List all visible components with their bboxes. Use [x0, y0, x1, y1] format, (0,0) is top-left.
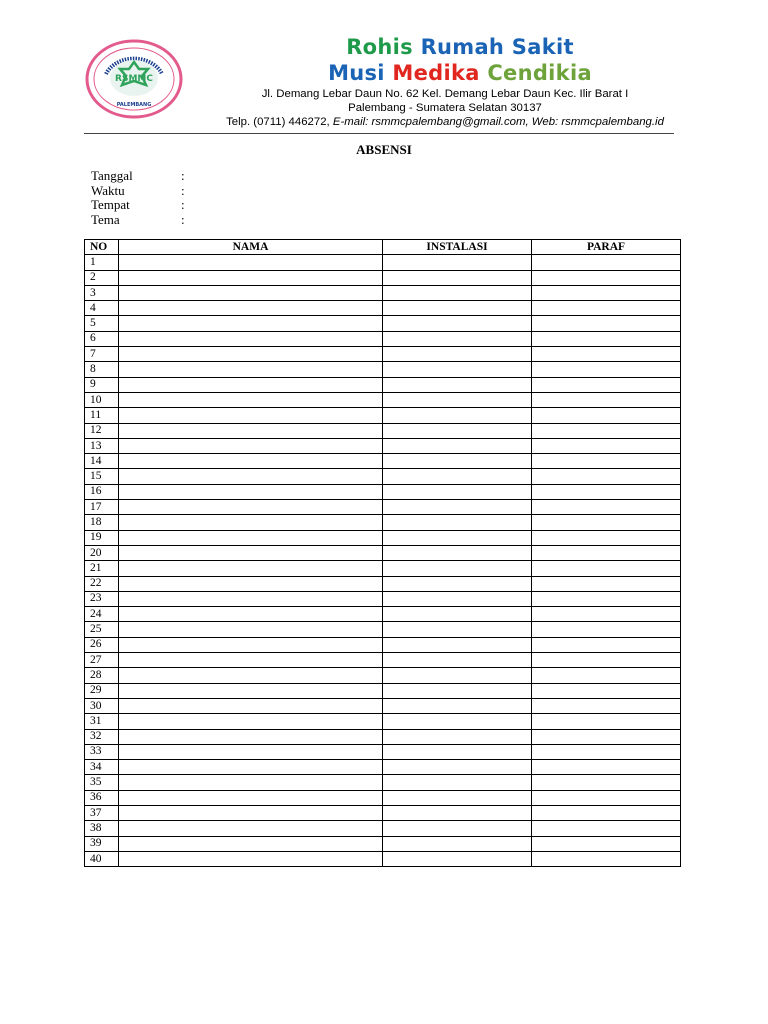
table-row: [85, 438, 681, 453]
row-number: 33: [85, 744, 119, 759]
nama-cell[interactable]: [119, 484, 383, 499]
header-instalasi: INSTALASI: [383, 240, 532, 255]
paraf-cell[interactable]: [532, 561, 681, 576]
title2-word-2: Cendikia: [479, 61, 592, 85]
table-row: [85, 729, 681, 744]
instalasi-cell[interactable]: [383, 637, 532, 652]
paraf-cell[interactable]: [532, 362, 681, 377]
nama-cell[interactable]: [119, 438, 383, 453]
table-row: [85, 668, 681, 683]
table-row: [85, 683, 681, 698]
nama-cell[interactable]: [119, 362, 383, 377]
meta-label: Tema: [91, 211, 120, 227]
row-number: 11: [85, 408, 119, 423]
paraf-cell[interactable]: [532, 301, 681, 316]
paraf-cell[interactable]: [532, 408, 681, 423]
paraf-cell[interactable]: [532, 377, 681, 392]
table-row: [85, 576, 681, 591]
header-no: NO: [85, 240, 119, 255]
contact-email-web: E-mail: rsmmcpalembang@gmail.com, Web: rsmmcpalembang.id: [329, 116, 664, 128]
meta-separator: :: [181, 211, 185, 227]
instalasi-cell[interactable]: [383, 270, 532, 285]
paraf-cell[interactable]: [532, 790, 681, 805]
meta-separator: :: [181, 197, 185, 212]
nama-cell[interactable]: [119, 744, 383, 759]
address-line-1: Jl. Demang Lebar Daun No. 62 Kel. Demang Lebar Daun Kec. Ilir Barat I: [261, 88, 629, 100]
table-row: [85, 377, 681, 392]
table-row: [85, 790, 681, 805]
table-row: [85, 484, 681, 499]
title2-word-1: Medika: [384, 61, 480, 85]
row-number: 15: [85, 469, 119, 484]
instalasi-cell[interactable]: [383, 423, 532, 438]
instalasi-cell[interactable]: [383, 331, 532, 346]
paraf-cell[interactable]: [532, 545, 681, 560]
nama-cell[interactable]: [119, 683, 383, 698]
nama-cell[interactable]: [119, 347, 383, 362]
table-row: [85, 698, 681, 713]
instalasi-cell[interactable]: [383, 775, 532, 790]
nama-cell[interactable]: [119, 285, 383, 300]
title1-word-0: Rohis: [346, 35, 413, 59]
nama-cell[interactable]: [119, 255, 383, 270]
paraf-cell[interactable]: [532, 744, 681, 759]
row-number: 37: [85, 805, 119, 820]
instalasi-cell[interactable]: [383, 255, 532, 270]
meta-field-tema: [91, 213, 185, 228]
instalasi-cell[interactable]: [383, 668, 532, 683]
meta-field-tempat: [91, 198, 185, 213]
table-row: [85, 362, 681, 377]
nama-cell[interactable]: [119, 561, 383, 576]
instalasi-cell[interactable]: [383, 683, 532, 698]
header-paraf: PARAF: [532, 240, 681, 255]
nama-cell[interactable]: [119, 301, 383, 316]
row-number: 39: [85, 836, 119, 851]
table-row: [85, 408, 681, 423]
row-number: 36: [85, 790, 119, 805]
row-number: 24: [85, 607, 119, 622]
instalasi-cell[interactable]: [383, 408, 532, 423]
row-number: 31: [85, 714, 119, 729]
paraf-cell[interactable]: [532, 607, 681, 622]
paraf-cell[interactable]: [532, 805, 681, 820]
nama-cell[interactable]: [119, 851, 383, 866]
instalasi-cell[interactable]: [383, 851, 532, 866]
nama-cell[interactable]: [119, 515, 383, 530]
nama-cell[interactable]: [119, 729, 383, 744]
row-number: 26: [85, 637, 119, 652]
meta-label: Tempat: [91, 197, 130, 212]
table-row: [85, 805, 681, 820]
table-row: [85, 744, 681, 759]
table-row: [85, 653, 681, 668]
nama-cell[interactable]: [119, 790, 383, 805]
instalasi-cell[interactable]: [383, 591, 532, 606]
row-number: 29: [85, 683, 119, 698]
table-row: [85, 347, 681, 362]
row-number: 6: [85, 331, 119, 346]
table-row: [85, 607, 681, 622]
instalasi-cell[interactable]: [383, 469, 532, 484]
row-number: 22: [85, 576, 119, 591]
letterhead-address: [150, 87, 740, 129]
row-number: 27: [85, 653, 119, 668]
nama-cell[interactable]: [119, 469, 383, 484]
paraf-cell[interactable]: [532, 255, 681, 270]
paraf-cell[interactable]: [532, 530, 681, 545]
instalasi-cell[interactable]: [383, 515, 532, 530]
paraf-cell[interactable]: [532, 576, 681, 591]
table-row: [85, 454, 681, 469]
row-number: 16: [85, 484, 119, 499]
logo-text: RSMMC: [115, 74, 153, 84]
paraf-cell[interactable]: [532, 270, 681, 285]
meta-separator: :: [181, 182, 185, 198]
row-number: 14: [85, 454, 119, 469]
instalasi-cell[interactable]: [383, 301, 532, 316]
instalasi-cell[interactable]: [383, 698, 532, 713]
instalasi-cell[interactable]: [383, 285, 532, 300]
row-number: 17: [85, 500, 119, 515]
paraf-cell[interactable]: [532, 698, 681, 713]
row-number: 10: [85, 392, 119, 407]
instalasi-cell[interactable]: [383, 744, 532, 759]
table-row: [85, 637, 681, 652]
row-number: 4: [85, 301, 119, 316]
meta-separator: :: [181, 168, 185, 183]
nama-cell[interactable]: [119, 591, 383, 606]
table-row: [85, 270, 681, 285]
nama-cell[interactable]: [119, 270, 383, 285]
nama-cell[interactable]: [119, 698, 383, 713]
paraf-cell[interactable]: [532, 821, 681, 836]
paraf-cell[interactable]: [532, 668, 681, 683]
row-number: 40: [85, 851, 119, 866]
table-row: [85, 423, 681, 438]
row-number: 7: [85, 347, 119, 362]
table-row: [85, 530, 681, 545]
attendance-table: [84, 239, 681, 867]
row-number: 20: [85, 545, 119, 560]
contact-phone: Telp. (0711) 446272,: [226, 116, 330, 128]
table-row: [85, 561, 681, 576]
nama-cell[interactable]: [119, 545, 383, 560]
instalasi-cell[interactable]: [383, 714, 532, 729]
row-number: 2: [85, 270, 119, 285]
nama-cell[interactable]: [119, 821, 383, 836]
instalasi-cell[interactable]: [383, 377, 532, 392]
paraf-cell[interactable]: [532, 316, 681, 331]
nama-cell[interactable]: [119, 377, 383, 392]
row-number: 34: [85, 760, 119, 775]
row-number: 28: [85, 668, 119, 683]
row-number: 21: [85, 561, 119, 576]
title-line-2: [180, 60, 740, 86]
instalasi-cell[interactable]: [383, 362, 532, 377]
table-row: [85, 821, 681, 836]
table-header-row: [85, 240, 681, 255]
row-number: 30: [85, 698, 119, 713]
nama-cell[interactable]: [119, 607, 383, 622]
row-number: 18: [85, 515, 119, 530]
row-number: 38: [85, 821, 119, 836]
instalasi-cell[interactable]: [383, 622, 532, 637]
paraf-cell[interactable]: [532, 683, 681, 698]
paraf-cell[interactable]: [532, 729, 681, 744]
instalasi-cell[interactable]: [383, 500, 532, 515]
paraf-cell[interactable]: [532, 454, 681, 469]
nama-cell[interactable]: [119, 423, 383, 438]
table-row: [85, 851, 681, 866]
row-number: 13: [85, 438, 119, 453]
table-row: [85, 622, 681, 637]
instalasi-cell[interactable]: [383, 347, 532, 362]
header-divider: [84, 133, 674, 134]
table-row: [85, 469, 681, 484]
nama-cell[interactable]: [119, 760, 383, 775]
instalasi-cell[interactable]: [383, 729, 532, 744]
document-title: ABSENSI: [356, 142, 412, 157]
paraf-cell[interactable]: [532, 469, 681, 484]
instalasi-cell[interactable]: [383, 561, 532, 576]
instalasi-cell[interactable]: [383, 760, 532, 775]
nama-cell[interactable]: [119, 530, 383, 545]
row-number: 25: [85, 622, 119, 637]
nama-cell[interactable]: [119, 392, 383, 407]
instalasi-cell[interactable]: [383, 821, 532, 836]
table-row: [85, 591, 681, 606]
table-row: [85, 316, 681, 331]
row-number: 35: [85, 775, 119, 790]
nama-cell[interactable]: [119, 454, 383, 469]
table-row: [85, 545, 681, 560]
nama-cell[interactable]: [119, 805, 383, 820]
letterhead-title: [180, 34, 740, 86]
paraf-cell[interactable]: [532, 438, 681, 453]
paraf-cell[interactable]: [532, 423, 681, 438]
nama-cell[interactable]: [119, 576, 383, 591]
nama-cell[interactable]: [119, 500, 383, 515]
row-number: 1: [85, 255, 119, 270]
table-row: [85, 392, 681, 407]
row-number: 23: [85, 591, 119, 606]
table-row: [85, 515, 681, 530]
paraf-cell[interactable]: [532, 653, 681, 668]
nama-cell[interactable]: [119, 714, 383, 729]
meta-label: Waktu: [91, 182, 125, 198]
paraf-cell[interactable]: [532, 500, 681, 515]
nama-cell[interactable]: [119, 836, 383, 851]
meta-fields: [91, 169, 185, 227]
row-number: 9: [85, 377, 119, 392]
instalasi-cell[interactable]: [383, 484, 532, 499]
paraf-cell[interactable]: [532, 622, 681, 637]
table-row: [85, 500, 681, 515]
instalasi-cell[interactable]: [383, 392, 532, 407]
instalasi-cell[interactable]: [383, 805, 532, 820]
title2-word-0: Musi: [328, 61, 385, 85]
row-number: 12: [85, 423, 119, 438]
nama-cell[interactable]: [119, 668, 383, 683]
meta-field-waktu: [91, 184, 185, 199]
paraf-cell[interactable]: [532, 591, 681, 606]
paraf-cell[interactable]: [532, 775, 681, 790]
row-number: 8: [85, 362, 119, 377]
paraf-cell[interactable]: [532, 714, 681, 729]
instalasi-cell[interactable]: [383, 790, 532, 805]
title1-word-1: Rumah Sakit: [412, 35, 574, 59]
instalasi-cell[interactable]: [383, 454, 532, 469]
table-row: [85, 331, 681, 346]
instalasi-cell[interactable]: [383, 576, 532, 591]
instalasi-cell[interactable]: [383, 316, 532, 331]
paraf-cell[interactable]: [532, 392, 681, 407]
row-number: 32: [85, 729, 119, 744]
paraf-cell[interactable]: [532, 331, 681, 346]
paraf-cell[interactable]: [532, 760, 681, 775]
row-number: 19: [85, 530, 119, 545]
address-line-2: Palembang - Sumatera Selatan 30137: [348, 102, 542, 114]
nama-cell[interactable]: [119, 316, 383, 331]
nama-cell[interactable]: [119, 653, 383, 668]
paraf-cell[interactable]: [532, 285, 681, 300]
table-row: [85, 775, 681, 790]
logo-bottom-text: PALEMBANG: [116, 102, 152, 108]
row-number: 3: [85, 285, 119, 300]
contact-line: [150, 115, 740, 129]
paraf-cell[interactable]: [532, 484, 681, 499]
paraf-cell[interactable]: [532, 851, 681, 866]
table-row: [85, 285, 681, 300]
instalasi-cell[interactable]: [383, 545, 532, 560]
nama-cell[interactable]: [119, 331, 383, 346]
meta-label: Tanggal: [91, 168, 133, 183]
nama-cell[interactable]: [119, 775, 383, 790]
table-row: [85, 714, 681, 729]
paraf-cell[interactable]: [532, 637, 681, 652]
paraf-cell[interactable]: [532, 347, 681, 362]
header-nama: NAMA: [119, 240, 383, 255]
nama-cell[interactable]: [119, 408, 383, 423]
instalasi-cell[interactable]: [383, 607, 532, 622]
meta-field-tanggal: [91, 169, 185, 184]
table-row: [85, 255, 681, 270]
instalasi-cell[interactable]: [383, 653, 532, 668]
table-row: [85, 760, 681, 775]
nama-cell[interactable]: [119, 637, 383, 652]
instalasi-cell[interactable]: [383, 438, 532, 453]
instalasi-cell[interactable]: [383, 530, 532, 545]
nama-cell[interactable]: [119, 622, 383, 637]
instalasi-cell[interactable]: [383, 836, 532, 851]
paraf-cell[interactable]: [532, 836, 681, 851]
table-row: [85, 836, 681, 851]
paraf-cell[interactable]: [532, 515, 681, 530]
row-number: 5: [85, 316, 119, 331]
title-line-1: [180, 34, 740, 60]
table-row: [85, 301, 681, 316]
